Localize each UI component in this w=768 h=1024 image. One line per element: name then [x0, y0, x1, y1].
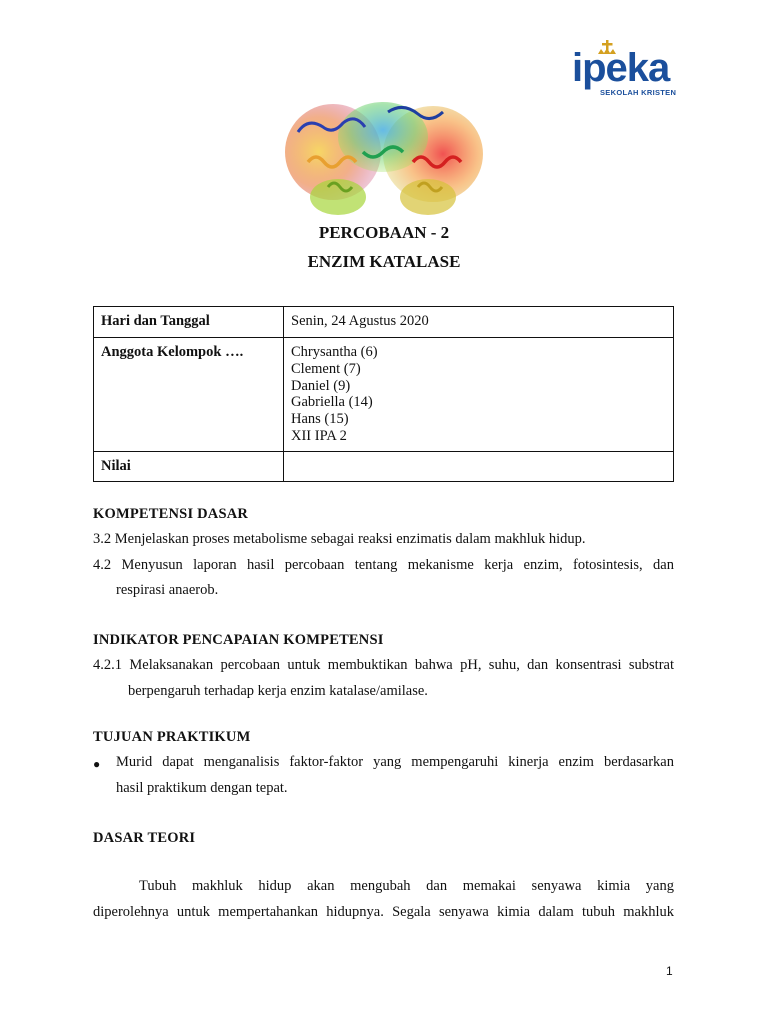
member-item: Hans (15) — [291, 411, 349, 428]
dasar-teori-line2: diperolehnya untuk mempertahankan hidupnya. Segala senyawa kimia dalam tubuh makhluk — [93, 903, 674, 920]
kd-item-4-2-line2: respirasi anaerob. — [116, 582, 219, 598]
score-label: Nilai — [94, 451, 284, 481]
info-table — [93, 306, 674, 482]
kd-item-4-2-line1: 4.2 Menyusun laporan hasil percobaan tentang mekanisme kerja enzim, fotosintesis, dan — [93, 556, 674, 573]
members-label: Anggota Kelompok …. — [94, 338, 284, 452]
dasar-teori-line1: Tubuh makhluk hidup akan mengubah dan memakai senyawa kimia yang — [139, 878, 674, 894]
ipeka-logo — [570, 40, 680, 102]
bullet-icon: ● — [93, 757, 101, 771]
tujuan-line1: Murid dapat menganalisis faktor-faktor yang mempengaruhi kinerja enzim berdasarkan — [116, 754, 674, 770]
document-title: PERCOBAAN - 2 — [318, 223, 450, 242]
catalase-protein-image — [278, 92, 488, 220]
table-row — [94, 451, 674, 481]
kompetensi-dasar-heading: KOMPETENSI DASAR — [93, 506, 249, 522]
indikator-line2: berpengaruh terhadap kerja enzim katalase/amilase. — [128, 682, 428, 699]
logo-wordmark: ipeka — [572, 46, 670, 90]
score-value — [284, 451, 674, 481]
class-item: XII IPA 2 — [291, 427, 347, 444]
dasar-teori-text — [93, 874, 674, 925]
member-item: Gabriella (14) — [291, 394, 373, 411]
date-value: Senin, 24 Agustus 2020 — [284, 307, 674, 338]
page-number: 1 — [666, 964, 673, 978]
date-label: Hari dan Tanggal — [94, 307, 284, 338]
indikator-text — [93, 653, 674, 704]
member-item: Clement (7) — [291, 360, 361, 377]
document-subtitle: ENZIM KATALASE — [307, 252, 461, 271]
members-list — [284, 338, 674, 452]
member-item: Chrysantha (6) — [291, 344, 378, 360]
logo-subtitle: SEKOLAH KRISTEN — [600, 88, 677, 97]
tujuan-heading: TUJUAN PRAKTIKUM — [93, 729, 251, 745]
dasar-teori-heading: DASAR TEORI — [93, 830, 196, 846]
indikator-line1: 4.2.1 Melaksanakan percobaan untuk membuktikan bahwa pH, suhu, dan konsentrasi substrat — [93, 657, 674, 673]
table-row — [94, 307, 674, 338]
tujuan-text — [116, 750, 674, 801]
table-row — [94, 338, 674, 452]
kompetensi-dasar-list — [93, 527, 674, 604]
kd-item-3-2: 3.2 Menjelaskan proses metabolisme sebagai reaksi enzimatis dalam makhluk hidup. — [93, 531, 586, 547]
member-item: Daniel (9) — [291, 377, 351, 394]
indikator-heading: INDIKATOR PENCAPAIAN KOMPETENSI — [93, 632, 384, 648]
tujuan-line2: hasil praktikum dengan tepat. — [116, 779, 288, 796]
